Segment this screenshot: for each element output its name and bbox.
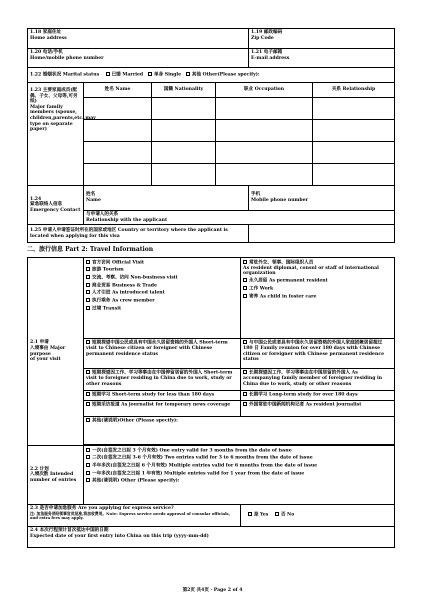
home-address-label: 1.18 家庭住址 Home address [30, 30, 67, 41]
home-phone-field[interactable] [28, 49, 249, 68]
express-yes-option: 是 Yes [253, 512, 269, 518]
one-entry-option: 一次(自签发之日起 3 个月有效) One entry valid for 3 months from the date of issue [92, 448, 292, 454]
study-long-cell[interactable] [241, 391, 395, 401]
emergency-mobile-field[interactable] [249, 186, 395, 211]
entries-other-option: 其他(请说明) Other (Please specify): [92, 478, 180, 484]
one-entry-checkbox[interactable] [86, 448, 90, 452]
home-address-field[interactable] [28, 29, 249, 49]
emergency-name-field[interactable] [84, 186, 249, 211]
family-relationship-cell[interactable] [313, 120, 395, 142]
family-members-label: 1.23 主要家庭成员(配偶、子女、父母等,可另纸) Major family members (spouse, children,parents,etc.,may type on separate paper) [30, 88, 96, 133]
multi-6m-checkbox[interactable] [86, 463, 90, 467]
study-short-option: 短期学习 Short-term study for less than 180 days [92, 392, 215, 398]
accompany-long-checkbox[interactable] [243, 370, 247, 374]
part2-title: 二、旅行信息 Part 2: Travel Information [27, 246, 154, 253]
visit-short-option: 短期探望中国公民或具有中国永久居留资格的外国人 Short-term visit to Chinese citizen or foreigner with Chinese permanent residence status [86, 340, 228, 357]
crew-checkbox[interactable] [86, 298, 90, 302]
express-answer-cell [241, 505, 395, 527]
express-yes-checkbox[interactable] [248, 512, 252, 516]
family-nationality-cell[interactable] [152, 120, 216, 142]
non-business-option: 交流、考察、访问 Non-business visit [92, 275, 178, 281]
express-no-option: 否 No [280, 512, 295, 518]
journalist-resident-checkbox[interactable] [243, 402, 247, 406]
family-col-name: 姓名 Name [84, 83, 152, 98]
visit-short-cell[interactable] [84, 339, 241, 369]
part2-table [27, 257, 395, 548]
study-long-checkbox[interactable] [243, 392, 247, 396]
study-short-checkbox[interactable] [86, 392, 90, 396]
part1-table [27, 28, 395, 243]
entries-label-cell [28, 446, 84, 505]
permanent-resident-checkbox[interactable] [243, 278, 247, 282]
foster-care-option: 寄养 As child in foster care [249, 294, 317, 300]
purpose-other-checkbox[interactable] [86, 418, 90, 422]
purpose-other-option: 其他(请说明)Other (Please specify): [92, 418, 178, 424]
express-label: 2.3 是否申请加急服务 Are you applying for express service? [30, 506, 174, 511]
journalist-temp-cell[interactable] [84, 401, 241, 417]
foster-care-checkbox[interactable] [243, 294, 247, 298]
family-occupation-cell[interactable] [216, 164, 313, 186]
marital-status-label: 1.22 婚姻状况 Marital status [30, 72, 100, 78]
resident-diplomat-option: 常驻外交、领事、国际组织人员 As resident diplomat, consul or staff of international organization [243, 260, 379, 277]
two-entries-checkbox[interactable] [86, 455, 90, 459]
official-visit-checkbox[interactable] [86, 260, 90, 264]
talent-checkbox[interactable] [86, 290, 90, 294]
family-occupation-cell[interactable] [216, 98, 313, 120]
accompany-long-option: 长期探望因工作、学习等事由在中国居留的外国人 As accompanying family member of foreigner residing in China due to work, study or other reasons [243, 370, 383, 387]
other-marital-option: 其他 Other(Please specify): [191, 72, 260, 78]
study-short-cell[interactable] [84, 391, 241, 401]
family-occupation-cell[interactable] [216, 142, 313, 164]
family-col-relationship: 关系 Relationship [313, 83, 395, 98]
purpose-right-options [241, 258, 395, 339]
family-name-cell[interactable] [84, 142, 152, 164]
entries-other-checkbox[interactable] [86, 478, 90, 482]
emergency-name-label: 姓名 Name [86, 192, 101, 203]
family-nationality-cell[interactable] [152, 98, 216, 120]
multi-1y-option: 一年多次(自签发之日起 1 年有效) Multiple entries valid for 1 year from the date of issue [92, 471, 305, 477]
tourism-option: 旅游 Tourism [92, 267, 124, 273]
two-entries-option: 二次(自签发之日起 3-6 个月有效) Two entries valid for 3 to 6 months from the date of issue [92, 455, 313, 461]
express-no-checkbox[interactable] [275, 512, 279, 516]
home-phone-label: 1.20 电话/手机 Home/mobile phone number [30, 50, 104, 61]
family-relationship-cell[interactable] [313, 98, 395, 120]
applicant-location-field[interactable] [249, 225, 395, 243]
express-question-cell [28, 505, 241, 527]
transit-option: 过境 Transit [92, 306, 122, 312]
zip-code-label: 1.19 邮政编码 Zip Code [251, 30, 283, 41]
family-members-label-cell [28, 83, 96, 186]
multi-1y-checkbox[interactable] [86, 471, 90, 475]
email-field[interactable] [249, 49, 395, 68]
first-entry-date-field[interactable] [28, 527, 395, 548]
work-option: 工作 Work [249, 286, 274, 292]
family-nationality-cell[interactable] [152, 142, 216, 164]
business-trade-checkbox[interactable] [86, 283, 90, 287]
family-reunion-cell[interactable] [241, 339, 395, 369]
study-long-option: 长期学习 Long-term study for over 180 days [249, 392, 358, 398]
applicant-location-label: 1.25 申请人申请签证时所在的国家或地区 Country or territory where the applicant is located when applying for this visa [28, 225, 249, 243]
non-business-checkbox[interactable] [86, 275, 90, 279]
visit-foreigner-cell[interactable] [84, 369, 241, 391]
journalist-resident-cell[interactable] [241, 401, 395, 417]
journalist-temp-checkbox[interactable] [86, 402, 90, 406]
visit-foreigner-option: 短期探望因工作、学习等事由在中国停留居留的外国人 Short-term visit to foreigner residing in China due to work, study or other reasons [86, 370, 233, 387]
single-option: 单身 Single [153, 72, 182, 78]
married-option: 已婚 Married [111, 72, 144, 78]
purpose-other-cell[interactable] [84, 417, 395, 445]
page-footer: 第2页 共4页 · Page 2 of 4 [182, 588, 243, 593]
emergency-contact-label: 1.24 紧急联络人信息 Emergency Contact [30, 196, 81, 213]
talent-option: 人才引进 As introduced talent [92, 290, 165, 296]
purpose-left-options [84, 258, 241, 339]
visit-short-checkbox[interactable] [86, 340, 90, 344]
crew-option: 执行乘务 As crew member [92, 298, 155, 304]
single-checkbox[interactable] [148, 72, 152, 76]
family-col-nationality: 国籍 Nationality [152, 83, 216, 98]
resident-diplomat-checkbox[interactable] [243, 260, 247, 264]
family-relationship-cell[interactable] [313, 164, 395, 186]
emergency-relationship-field[interactable] [84, 211, 395, 225]
journalist-temp-option: 短期采访报道 As journalist for temporary news coverage [92, 402, 231, 408]
family-col-occupation: 职业 Occupation [216, 83, 313, 98]
journalist-resident-option: 外国常驻中国新闻机构记者 As resident journalist [249, 402, 362, 408]
business-trade-option: 商业贸易 Business & Trade [92, 283, 157, 289]
email-label: 1.21 电子邮箱 E-mail address [251, 50, 290, 61]
transit-checkbox[interactable] [86, 306, 90, 310]
visit-foreigner-checkbox[interactable] [86, 370, 90, 374]
married-checkbox[interactable] [106, 72, 110, 76]
family-reunion-checkbox[interactable] [243, 340, 247, 344]
emergency-contact-label-cell [28, 186, 84, 225]
entries-label: 2.2 计划 入境次数 Intended number of entries [30, 466, 77, 483]
family-nationality-cell[interactable] [152, 164, 216, 186]
express-note: 注: 加急服务须经领事官员批准,将加收费用。Note: Express service needs approval of consular officials, and extra fees may apply. [30, 510, 231, 521]
official-visit-option: 官方访问 Official Visit [92, 260, 145, 266]
work-checkbox[interactable] [243, 286, 247, 290]
emergency-relationship-label: 与申请人的关系 Relationship with the applicant [86, 212, 168, 223]
marital-status-row [28, 68, 395, 83]
other-marital-checkbox[interactable] [186, 72, 190, 76]
permanent-resident-option: 永久居留 As permanent resident [249, 278, 328, 284]
family-occupation-cell[interactable] [216, 120, 313, 142]
entries-options [84, 446, 395, 505]
zip-code-field[interactable] [249, 29, 395, 49]
emergency-mobile-label: 手机 Mobile phone number [251, 192, 308, 203]
tourism-checkbox[interactable] [86, 267, 90, 271]
family-relationship-cell[interactable] [313, 142, 395, 164]
purpose-label-cell [28, 258, 84, 446]
family-name-cell[interactable] [84, 120, 152, 142]
purpose-label: 2.1 申请 入境事由 Major purpose of your visit [30, 340, 66, 363]
family-reunion-option: 与中国公民或者具有中国永久居留资格的外国人家庭团聚居留超过 180 日 Family reunion for over 180 days with Chinese citizen or foreigner with Chinese permanent residence status [243, 340, 385, 363]
multi-6m-option: 半年多次(自签发之日起 6 个月有效) Multiple entries valid for 6 months from the date of issue [92, 463, 318, 469]
first-entry-date-label: 2.4 本次行程预计首次抵达中国的日期 Expected date of your first entry into China on this trip (yyyy-mm-dd) [30, 528, 209, 539]
family-name-cell[interactable] [84, 164, 152, 186]
accompany-long-cell[interactable] [241, 369, 395, 391]
